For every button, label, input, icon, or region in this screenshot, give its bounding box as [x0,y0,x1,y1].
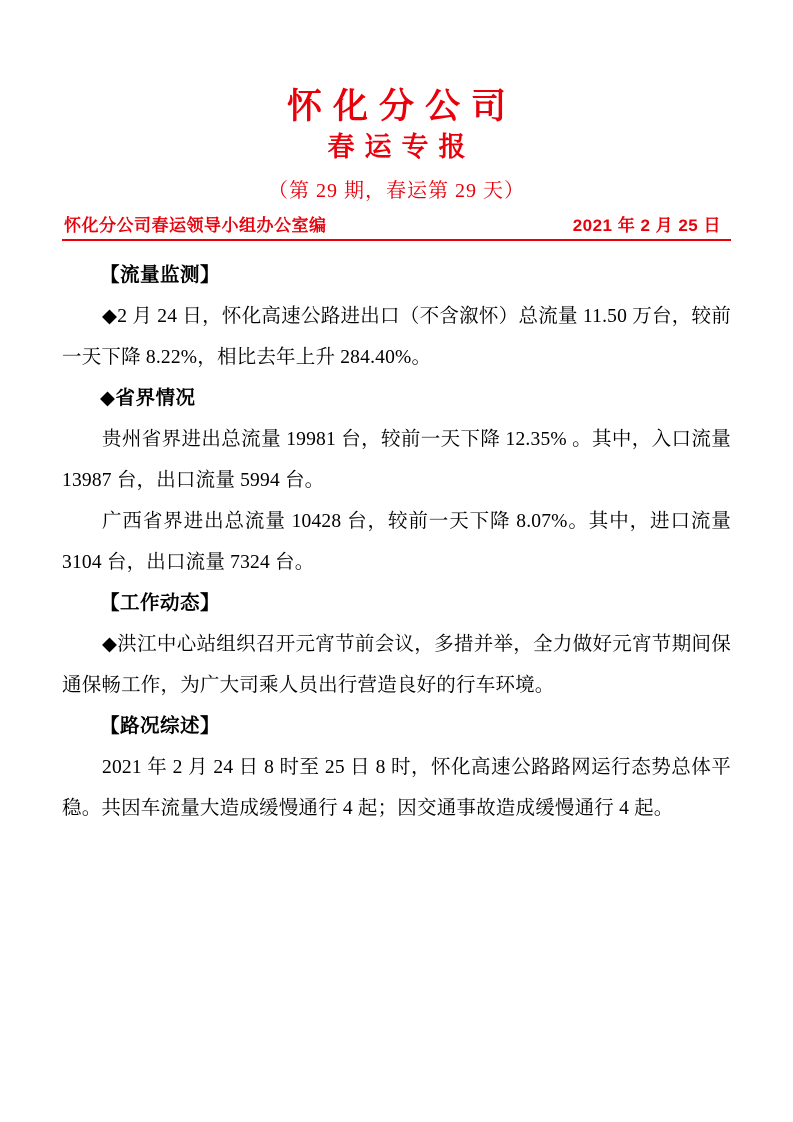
byline-row [62,211,731,241]
section-heading-road-conditions: 【路况综述】 [100,714,221,737]
paragraph-guangxi-border: 广西省界进出总流量 10428 台，较前一天下降 8.07%。其中，进口流量 3104 台，出口流量 7324 台。 [62,510,731,573]
paragraph-guizhou-border: 贵州省界进出总流量 19981 台，较前一天下降 12.35% 。其中，入口流量 13987 台，出口流量 5994 台。 [62,428,731,491]
document-title-sub: 春运专报 [327,132,476,163]
section-heading-traffic-monitoring: 【流量监测】 [100,263,221,286]
publish-date: 2021 年 2 月 25 日 [572,215,721,235]
paragraph-hongjiang-meeting: ◆洪江中心站组织召开元宵节前会议，多措并举，全力做好元宵节期间保通保畅工作，为广大司乘人员出行营造良好的行车环境。 [62,633,731,696]
masthead [62,0,731,203]
issue-number-line: （第 29 期，春运第 29 天） [268,179,525,202]
section-heading-provincial-border: ◆省界情况 [100,386,196,409]
document-body [62,241,731,829]
paragraph-road-summary: 2021 年 2 月 24 日 8 时至 25 日 8 时，怀化高速公路路网运行态势总体平稳。共因车流量大造成缓慢通行 4 起；因交通事故造成缓慢通行 4 起。 [62,756,731,819]
document-title-main: 怀化分公司 [286,87,517,126]
section-heading-work-updates: 【工作动态】 [100,591,221,614]
issuing-office: 怀化分公司春运领导小组办公室编 [64,215,327,235]
paragraph-traffic-total: ◆2 月 24 日，怀化高速公路进出口（不含溆怀）总流量 11.50 万台，较前一天下降 8.22%，相比去年上升 284.40%。 [62,305,731,368]
